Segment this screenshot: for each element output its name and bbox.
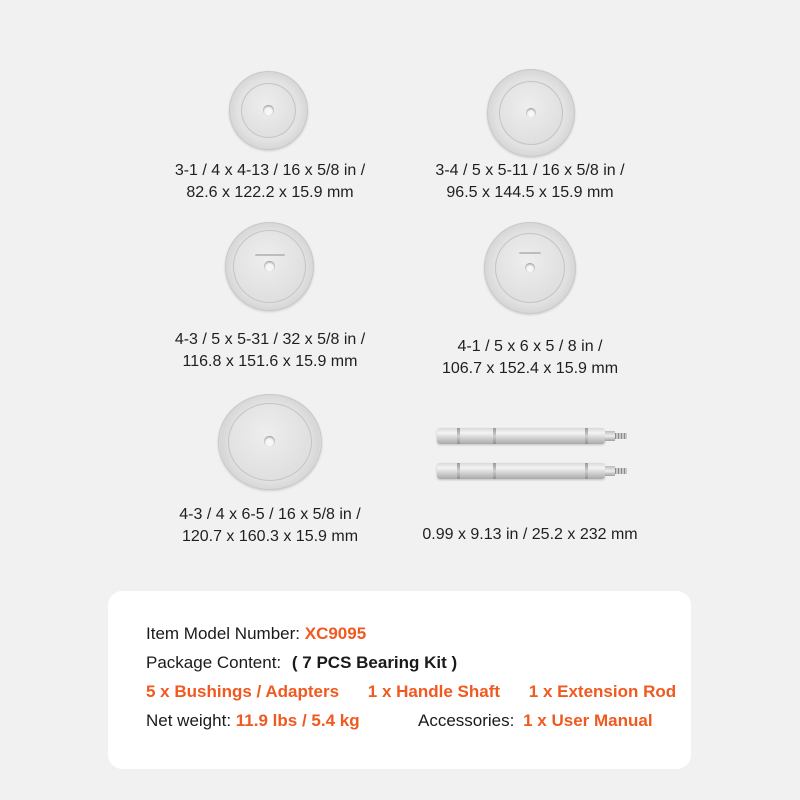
model-value: XC9095: [304, 624, 367, 643]
content-handle: 1 x Handle Shaft: [367, 682, 501, 701]
bushing-disc-4: [484, 222, 576, 314]
model-row: [146, 623, 366, 645]
contents-row: [146, 681, 676, 703]
spec-card: [108, 591, 691, 769]
package-label: Package Content:: [146, 653, 282, 672]
bushing-disc-5: [218, 394, 322, 490]
bushing-2-size: 3-4 / 5 x 5-11 / 16 x 5/8 in / 96.5 x 144.5 x 15.9 mm: [435, 162, 625, 201]
bushing-disc-2: [487, 69, 575, 157]
extension-rod: [437, 463, 605, 479]
handle-shaft: [437, 428, 605, 444]
accessories-label: Accessories:: [418, 711, 515, 730]
bushing-1-size: 3-1 / 4 x 4-13 / 16 x 5/8 in / 82.6 x 122.2 x 15.9 mm: [174, 162, 366, 201]
content-extension: 1 x Extension Rod: [528, 682, 677, 701]
bushing-disc-1: [229, 71, 308, 150]
weight-label: Net weight:: [146, 711, 232, 730]
content-bushings: 5 x Bushings / Adapters: [146, 682, 340, 701]
weight-value: 11.9 lbs / 5.4 kg: [235, 711, 360, 730]
accessories-value: 1 x User Manual: [523, 711, 653, 730]
package-row: [146, 652, 457, 674]
bushing-5-size: 4-3 / 4 x 6-5 / 16 x 5/8 in / 120.7 x 160.3 x 15.9 mm: [179, 506, 361, 545]
bushing-4-size: 4-1 / 5 x 6 x 5 / 8 in / 106.7 x 152.4 x 15.9 mm: [441, 338, 619, 377]
bushing-3-size: 4-3 / 5 x 5-31 / 32 x 5/8 in / 116.8 x 151.6 x 15.9 mm: [174, 331, 366, 370]
package-value: ( 7 PCS Bearing Kit ): [291, 653, 458, 672]
accessories-row: [418, 710, 653, 732]
model-label: Item Model Number:: [146, 624, 300, 643]
weight-row: [146, 710, 360, 732]
bushing-disc-3: [225, 222, 314, 311]
rod-size: 0.99 x 9.13 in / 25.2 x 232 mm: [422, 526, 638, 543]
